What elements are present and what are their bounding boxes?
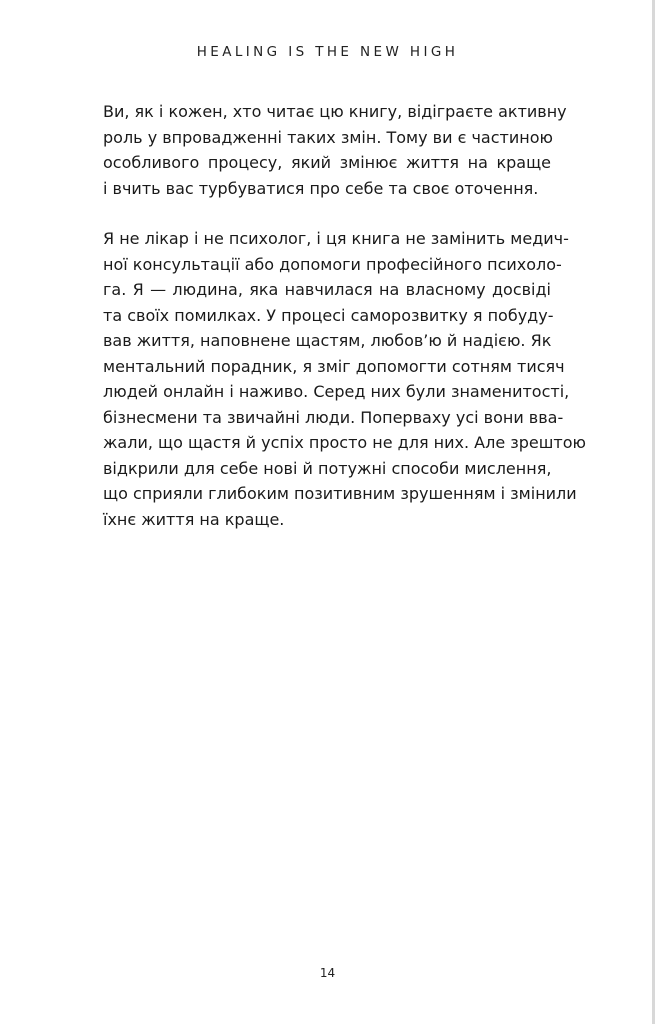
text-line: бізнесмени та звичайні люди. Поперваху усі вони вва- [103, 407, 564, 427]
text-line: жали, що щастя й успіх просто не для них. Але зрештою [103, 433, 586, 452]
text-line: їхнє життя на краще. [103, 509, 285, 529]
text-line: га. Я — людина, яка навчилася на власному досвіді [103, 280, 551, 299]
text-line: Ви, як і кожен, хто читає цю книгу, відіграєте активну [103, 102, 567, 121]
text-line: людей онлайн і наживо. Серед них були знаменитості, [103, 382, 570, 401]
text-line: і вчить вас турбуватися про себе та своє оточення. [103, 178, 539, 198]
text-line: ментальний порадник, я зміг допомогти сотням тисяч [103, 356, 565, 376]
paragraph [103, 226, 586, 532]
text-line: ної консультації або допомоги професійного психоло- [103, 254, 562, 274]
text-line: що сприяли глибоким позитивним зрушенням і змінили [103, 484, 577, 503]
text-line: особливого процесу, який змінює життя на краще [103, 153, 551, 172]
page-number: 14 [319, 966, 336, 980]
text-line: відкрили для себе нові й потужні способи мислення, [103, 458, 552, 478]
text-line: Я не лікар і не психолог, і ця книга не замінить медич- [103, 229, 569, 248]
text-line: вав життя, наповнене щастям, любов’ю й надією. Як [103, 331, 552, 350]
running-head: HEALING IS THE NEW HIGH [196, 44, 459, 60]
text-line: роль у впровадженні таких змін. Тому ви є частиною [103, 127, 553, 147]
body-text [103, 99, 586, 532]
paragraph [103, 99, 567, 201]
paragraph-gap [103, 201, 551, 226]
text-line: та своїх помилках. У процесі саморозвитку я побуду- [103, 305, 554, 325]
